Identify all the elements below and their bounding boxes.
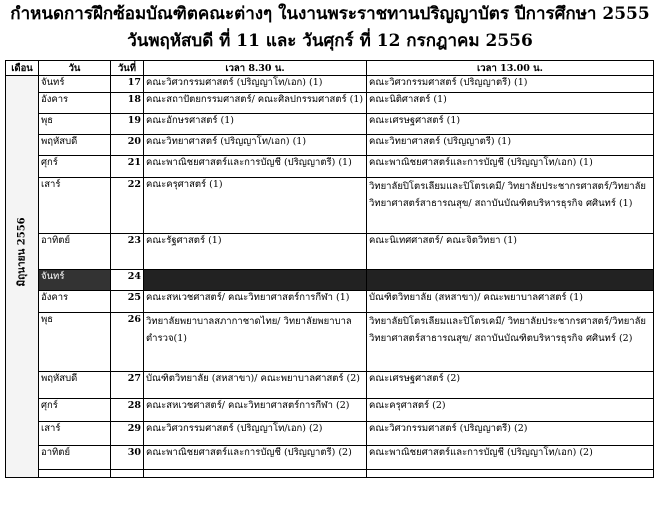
row-day: อังคาร (39, 291, 111, 313)
row-morning: คณะครุศาสตร์ (1) (144, 178, 367, 234)
row-date: 26 (111, 313, 144, 372)
row-afternoon: คณะเศรษฐศาสตร์ (2) (367, 372, 654, 399)
row-date: 17 (111, 76, 144, 93)
row-date: 23 (111, 234, 144, 270)
table-row (6, 76, 654, 93)
table-row (6, 178, 654, 234)
header-month: เดือน (6, 61, 39, 76)
row-afternoon: คณะวิศวกรรมศาสตร์ (ปริญญาตรี) (1) (367, 76, 654, 93)
row-date: 25 (111, 291, 144, 313)
row-date: 20 (111, 135, 144, 156)
row-morning: คณะอักษรศาสตร์ (1) (144, 114, 367, 135)
row-morning: คณะวิทยาศาสตร์ (ปริญญาโท/เอก) (1) (144, 135, 367, 156)
row-morning: วิทยาลัยพยาบาลสภากาชาดไทย/ วิทยาลัยพยาบาลตำรวจ(1) (144, 313, 367, 372)
header-morning: เวลา 8.30 น. (144, 61, 367, 76)
table-row (6, 234, 654, 270)
row-morning: คณะรัฐศาสตร์ (1) (144, 234, 367, 270)
row-morning: คณะสหเวชศาสตร์/ คณะวิทยาศาสตร์การกีฬา (1) (144, 291, 367, 313)
header-row (6, 61, 654, 76)
table-row (6, 135, 654, 156)
row-morning: บัณฑิตวิทยาลัย (สหสาขา)/ คณะพยาบาลศาสตร์ (2) (144, 372, 367, 399)
row-afternoon: คณะพาณิชยศาสตร์และการบัญชี (ปริญญาโท/เอก) (1) (367, 156, 654, 178)
row-day: พฤหัสบดี (39, 372, 111, 399)
row-afternoon (367, 270, 654, 291)
row-afternoon: คณะพาณิชยศาสตร์และการบัญชี (ปริญญาโท/เอก) (2) (367, 446, 654, 470)
row-day: จันทร์ (39, 76, 111, 93)
row-morning: คณะวิศวกรรมศาสตร์ (ปริญญาโท/เอก) (2) (144, 422, 367, 446)
row-afternoon: วิทยาลัยปิโตรเลียมและปิโตรเคมี/ วิทยาลัยประชากรศาสตร์/วิทยาลัยวิทยาศาสตร์สาธารณสุข/ สถาบันบัณฑิตบริหารธุรกิจ ศศินทร์ (2) (367, 313, 654, 372)
table-row (6, 372, 654, 399)
table-row-partial (6, 470, 654, 478)
table-row (6, 291, 654, 313)
table-row (6, 114, 654, 135)
document-subtitle: วันพฤหัสบดี ที่ 11 และ วันศุกร์ ที่ 12 กรกฎาคม 2556 (127, 31, 533, 51)
row-day: พุธ (39, 114, 111, 135)
table-row (6, 399, 654, 422)
row-date: 18 (111, 93, 144, 114)
row-morning (144, 470, 367, 478)
row-date (111, 470, 144, 478)
row-day: อังคาร (39, 93, 111, 114)
row-day: พฤหัสบดี (39, 135, 111, 156)
row-afternoon: คณะนิเทศศาสตร์/ คณะจิตวิทยา (1) (367, 234, 654, 270)
row-morning: คณะสถาปัตยกรรมศาสตร์/ คณะศิลปกรรมศาสตร์ (1) (144, 93, 367, 114)
row-afternoon: คณะวิทยาศาสตร์ (ปริญญาตรี) (1) (367, 135, 654, 156)
row-afternoon: คณะวิศวกรรมศาสตร์ (ปริญญาตรี) (2) (367, 422, 654, 446)
table-row (6, 156, 654, 178)
month-cell (6, 76, 39, 478)
header-afternoon: เวลา 13.00 น. (367, 61, 654, 76)
row-date: 21 (111, 156, 144, 178)
row-afternoon: คณะครุศาสตร์ (2) (367, 399, 654, 422)
row-morning (144, 270, 367, 291)
table-row (6, 422, 654, 446)
document-title: กำหนดการฝึกซ้อมบัณฑิตคณะต่างๆ ในงานพระราชทานปริญญาบัตร ปีการศึกษา 2555 (10, 4, 650, 24)
row-day (39, 470, 111, 478)
table-row-holiday (6, 270, 654, 291)
row-morning: คณะพาณิชยศาสตร์และการบัญชี (ปริญญาตรี) (2) (144, 446, 367, 470)
schedule-table (5, 60, 654, 478)
row-date: 28 (111, 399, 144, 422)
table-row (6, 313, 654, 372)
row-afternoon (367, 470, 654, 478)
row-date: 29 (111, 422, 144, 446)
row-date: 19 (111, 114, 144, 135)
row-day: พุธ (39, 313, 111, 372)
row-day: ศุกร์ (39, 399, 111, 422)
row-date: 24 (111, 270, 144, 291)
month-label: มิถุนายน 2556 (16, 217, 28, 287)
table-row (6, 93, 654, 114)
row-day: อาทิตย์ (39, 234, 111, 270)
header-date: วันที่ (111, 61, 144, 76)
table-row (6, 446, 654, 470)
row-day: เสาร์ (39, 422, 111, 446)
row-morning: คณะสหเวชศาสตร์/ คณะวิทยาศาสตร์การกีฬา (2) (144, 399, 367, 422)
row-afternoon: คณะนิติศาสตร์ (1) (367, 93, 654, 114)
row-morning: คณะพาณิชยศาสตร์และการบัญชี (ปริญญาตรี) (1) (144, 156, 367, 178)
row-day: อาทิตย์ (39, 446, 111, 470)
row-morning: คณะวิศวกรรมศาสตร์ (ปริญญาโท/เอก) (1) (144, 76, 367, 93)
row-day: จันทร์ (39, 270, 111, 291)
row-date: 27 (111, 372, 144, 399)
row-afternoon: วิทยาลัยปิโตรเลียมและปิโตรเคมี/ วิทยาลัยประชากรศาสตร์/วิทยาลัยวิทยาศาสตร์สาธารณสุข/ สถาบันบัณฑิตบริหารธุรกิจ ศศินทร์ (1) (367, 178, 654, 234)
header-day: วัน (39, 61, 111, 76)
row-date: 22 (111, 178, 144, 234)
row-afternoon: คณะเศรษฐศาสตร์ (1) (367, 114, 654, 135)
row-date: 30 (111, 446, 144, 470)
row-day: ศุกร์ (39, 156, 111, 178)
row-day: เสาร์ (39, 178, 111, 234)
row-afternoon: บัณฑิตวิทยาลัย (สหสาขา)/ คณะพยาบาลศาสตร์ (1) (367, 291, 654, 313)
